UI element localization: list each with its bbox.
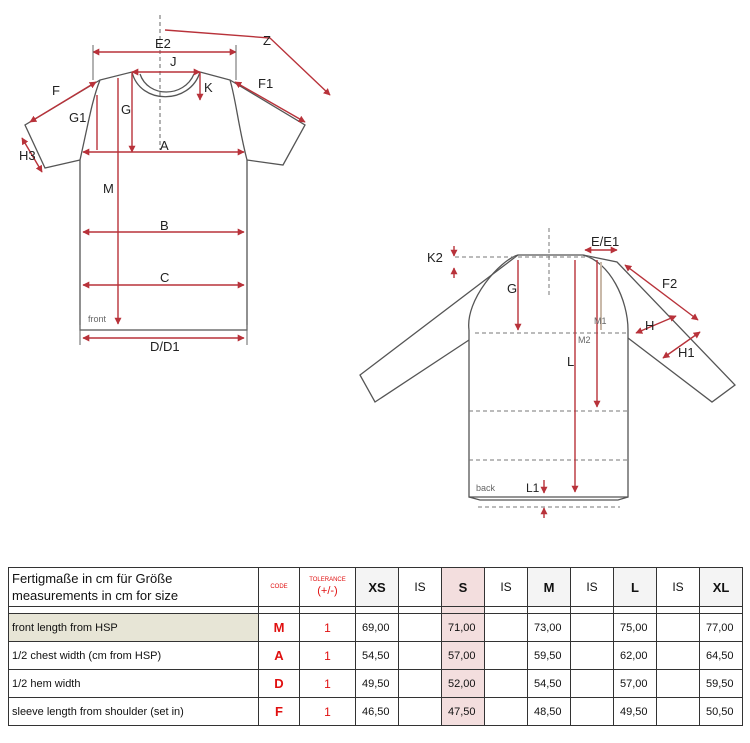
header-is: IS <box>657 568 700 607</box>
value-is <box>485 614 528 642</box>
label-C: C <box>160 270 170 285</box>
table-row <box>9 698 743 726</box>
label-M: M <box>103 181 114 196</box>
value-xl: 64,50 <box>700 642 743 670</box>
header-tolerance-sub: (+/-) <box>317 585 338 597</box>
value-xs: 69,00 <box>356 614 399 642</box>
value-is <box>657 698 700 726</box>
row-description: 1/2 chest width (cm from HSP) <box>9 642 259 670</box>
value-l: 49,50 <box>614 698 657 726</box>
size-chart-table <box>8 567 743 726</box>
table-row <box>9 670 743 698</box>
value-xs: 54,50 <box>356 642 399 670</box>
header-is: IS <box>571 568 614 607</box>
label-F2: F2 <box>662 276 678 291</box>
table-header-row <box>9 568 743 607</box>
value-s: 52,00 <box>442 670 485 698</box>
label-G-back: G <box>507 281 518 296</box>
header-size-s: S <box>442 568 485 607</box>
row-tolerance: 1 <box>300 698 356 726</box>
header-desc-line1: Fertigmaße in cm für Größe <box>12 571 173 586</box>
header-description <box>9 568 259 607</box>
value-l: 62,00 <box>614 642 657 670</box>
row-tolerance: 1 <box>300 642 356 670</box>
label-D-D1: D/D1 <box>150 339 180 354</box>
table-separator-row <box>9 607 743 614</box>
label-back: back <box>476 483 496 493</box>
label-K: K <box>204 80 213 95</box>
label-M1: M1 <box>594 316 607 326</box>
row-code: D <box>259 670 300 698</box>
row-description: 1/2 hem width <box>9 670 259 698</box>
label-Z: Z <box>263 33 271 48</box>
value-m: 54,50 <box>528 670 571 698</box>
label-K2: K2 <box>427 250 443 265</box>
header-size-xs: XS <box>356 568 399 607</box>
label-F: F <box>52 83 60 98</box>
label-L1: L1 <box>526 481 540 495</box>
header-desc-line2: measurements in cm for size <box>12 588 179 603</box>
label-J: J <box>170 54 177 69</box>
label-H: H <box>645 318 655 333</box>
row-tolerance: 1 <box>300 670 356 698</box>
back-longsleeve-outline <box>360 255 735 500</box>
table-row <box>9 642 743 670</box>
label-H3: H3 <box>19 148 36 163</box>
label-L: L <box>567 354 575 369</box>
label-E2: E2 <box>155 36 171 51</box>
value-m: 73,00 <box>528 614 571 642</box>
label-G1: G1 <box>69 110 87 125</box>
value-xl: 59,50 <box>700 670 743 698</box>
front-tshirt-outline <box>25 72 305 330</box>
row-code: A <box>259 642 300 670</box>
header-size-xl: XL <box>700 568 743 607</box>
label-B: B <box>160 218 169 233</box>
value-is <box>571 698 614 726</box>
value-is <box>485 670 528 698</box>
value-l: 57,00 <box>614 670 657 698</box>
label-A: A <box>160 138 169 153</box>
header-size-m: M <box>528 568 571 607</box>
row-code: M <box>259 614 300 642</box>
row-description: sleeve length from shoulder (set in) <box>9 698 259 726</box>
label-M2: M2 <box>578 335 591 345</box>
label-E-E1: E/E1 <box>591 234 620 249</box>
value-is <box>657 670 700 698</box>
row-code: F <box>259 698 300 726</box>
value-is <box>399 670 442 698</box>
header-size-l: L <box>614 568 657 607</box>
value-xs: 46,50 <box>356 698 399 726</box>
table-row <box>9 614 743 642</box>
value-l: 75,00 <box>614 614 657 642</box>
value-is <box>571 642 614 670</box>
row-description: front length from HSP <box>9 614 259 642</box>
value-is <box>485 642 528 670</box>
value-s: 57,00 <box>442 642 485 670</box>
value-is <box>571 614 614 642</box>
label-F1: F1 <box>258 76 274 91</box>
label-G: G <box>121 102 132 117</box>
header-code: CODE <box>259 568 300 607</box>
value-m: 59,50 <box>528 642 571 670</box>
value-is <box>399 698 442 726</box>
value-is <box>399 642 442 670</box>
label-H1: H1 <box>678 345 695 360</box>
value-is <box>399 614 442 642</box>
header-tolerance <box>300 568 356 607</box>
value-s: 47,50 <box>442 698 485 726</box>
value-xl: 77,00 <box>700 614 743 642</box>
value-is <box>485 698 528 726</box>
back-view <box>360 228 735 518</box>
value-is <box>657 614 700 642</box>
header-is: IS <box>485 568 528 607</box>
value-is <box>657 642 700 670</box>
front-view <box>19 15 330 354</box>
row-tolerance: 1 <box>300 614 356 642</box>
value-s: 71,00 <box>442 614 485 642</box>
front-dimension-lines <box>22 30 330 338</box>
header-tolerance-label: TOLERANCE <box>309 577 346 583</box>
header-is: IS <box>399 568 442 607</box>
value-xl: 50,50 <box>700 698 743 726</box>
value-xs: 49,50 <box>356 670 399 698</box>
value-is <box>571 670 614 698</box>
label-front: front <box>88 314 107 324</box>
value-m: 48,50 <box>528 698 571 726</box>
